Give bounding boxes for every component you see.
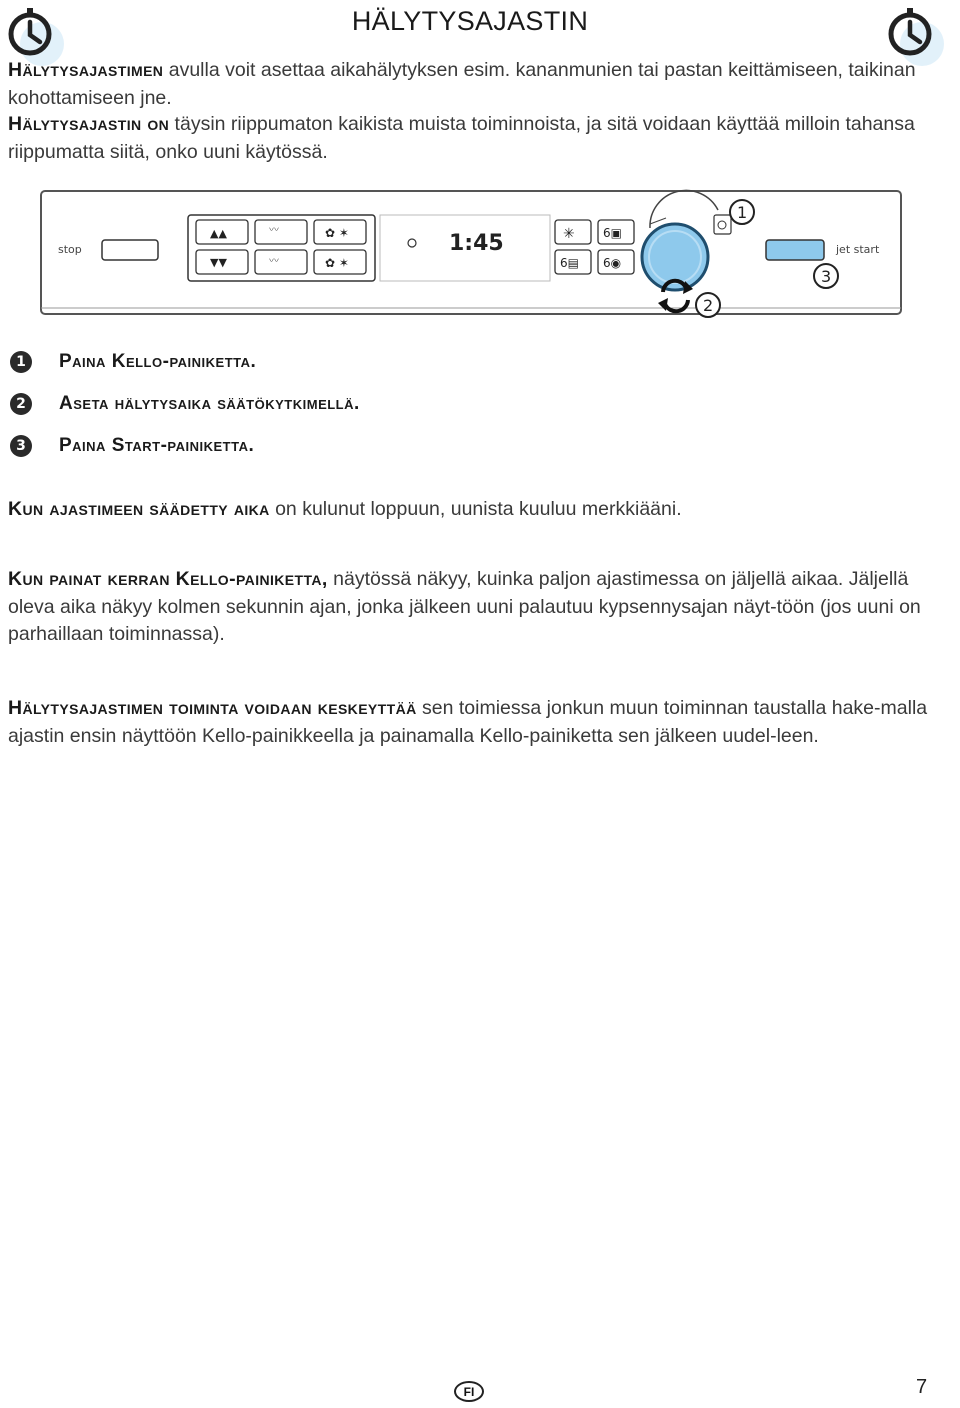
clock-button[interactable] — [714, 215, 731, 234]
fan-icon: ✿ ✶ — [325, 226, 349, 240]
page-number: 7 — [916, 1376, 928, 1398]
function-glyph-icon: ▲▲ — [210, 227, 227, 240]
paragraph-4-lead: Kun painat kerran Kello-painiketta, — [8, 568, 328, 590]
step-text: Aseta hälytysaika säätökytkimellä. — [59, 393, 360, 414]
step-number: 2 — [10, 393, 32, 415]
svg-text:3: 3 — [821, 267, 832, 286]
fan-icon: ✿ ✶ — [325, 256, 349, 270]
grill-icon: 〰 — [269, 225, 279, 236]
paragraph-4-rest: näytössä näkyy, kuinka paljon ajastimessa on jäljellä aikaa. Jäljellä oleva aika näkyy kolmen sekunnin ajan, jonka jälkeen uuni palautuu kypsennysajan näyt-töön (jos uuni on parhaillaan toiminnassa). — [8, 568, 921, 645]
intro-1-lead: Hälytysajastimen — [8, 59, 164, 81]
paragraph-remaining-time — [8, 566, 933, 649]
jet-start-button[interactable] — [766, 240, 824, 260]
step-2 — [10, 391, 360, 417]
step-text: Paina Kello-painiketta. — [59, 351, 257, 372]
intro-1-rest: avulla voit asettaa aikahälytyksen esim. kananmunien tai pastan keittämiseen, taikinan kohottamiseen jne. — [8, 59, 916, 109]
step-3 — [10, 433, 254, 459]
oven-control-panel — [38, 188, 908, 320]
intro-paragraph-2 — [8, 111, 933, 166]
paragraph-5-lead: Hälytysajastimen toiminta voidaan keskeyttää — [8, 697, 417, 719]
paragraph-cancel-timer — [8, 695, 933, 750]
stop-label: stop — [58, 243, 82, 256]
stop-button[interactable] — [102, 240, 158, 260]
paragraph-3-lead: Kun ajastimeen säädetty aika — [8, 498, 270, 520]
steam-icon: 6◉ — [603, 256, 622, 270]
callout-2 — [696, 293, 720, 317]
svg-text:1: 1 — [737, 203, 748, 222]
crisp-icon: 6▤ — [560, 256, 579, 270]
intro-2-rest: täysin riippumaton kaikista muista toiminnoista, ja sitä voidaan käyttää milloin tahansa riippumatta siitä, onko uuni käytössä. — [8, 113, 915, 163]
page-title: HÄLYTYSAJASTIN — [351, 6, 589, 36]
function-glyph-icon: ▼▼ — [210, 256, 227, 269]
defrost-icon: ✳ — [563, 226, 575, 242]
step-number: 3 — [10, 435, 32, 457]
step-1 — [10, 349, 256, 375]
intro-2-lead: Hälytysajastin on — [8, 113, 170, 135]
svg-text:2: 2 — [703, 296, 714, 315]
intro-paragraph-1 — [8, 57, 933, 112]
step-number: 1 — [10, 351, 32, 373]
display-time: 1:45 — [449, 231, 504, 256]
microwave-icon: 6▣ — [603, 226, 622, 240]
language-badge: FI — [454, 1381, 484, 1402]
callout-1 — [730, 200, 754, 224]
callout-3 — [814, 264, 838, 288]
jet-start-label: jet start — [836, 243, 880, 256]
grill-icon: 〰 — [269, 256, 279, 267]
paragraph-3-rest: on kulunut loppuun, uunista kuuluu merkkiääni. — [269, 498, 682, 520]
step-text: Paina Start-painiketta. — [59, 435, 255, 456]
paragraph-alarm-sound — [8, 496, 933, 524]
paragraph-5-rest: sen toimiessa jonkun muun toiminnan taustalla hake-malla ajastin ensin näyttöön Kello-painikkeella ja painamalla Kello-painiketta sen jälkeen uudel-leen. — [8, 697, 928, 747]
function-button[interactable] — [255, 250, 307, 274]
function-button[interactable] — [255, 220, 307, 244]
